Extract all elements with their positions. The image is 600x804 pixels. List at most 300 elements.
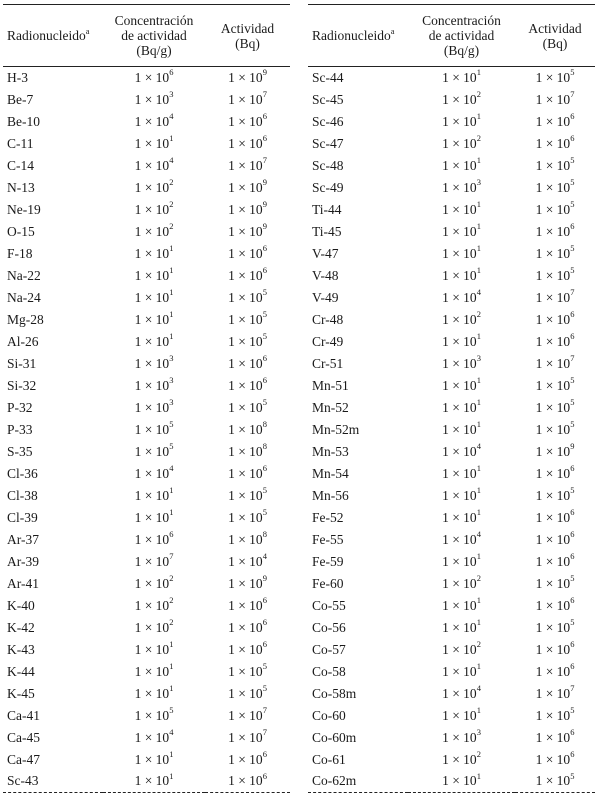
table-row (3, 309, 290, 331)
table-row (3, 221, 290, 243)
concentration-cell (408, 419, 515, 441)
nuclide-cell: Ti-44 (312, 201, 342, 217)
header-concentration (408, 5, 515, 67)
activity-exponent: 6 (570, 331, 575, 341)
table-header (308, 5, 595, 67)
activity-cell (515, 133, 595, 155)
table-row (3, 89, 290, 111)
concentration-cell (103, 771, 205, 793)
activity-mantissa: 1 × 10 (535, 311, 571, 327)
activity-exponent: 5 (570, 770, 575, 781)
nuclide-cell: K-42 (7, 619, 35, 635)
concentration-mantissa: 1 × 10 (134, 245, 170, 261)
table-row (3, 595, 290, 617)
activity-mantissa: 1 × 10 (535, 399, 571, 415)
table-row (308, 375, 595, 397)
nuclide-cell: Ca-47 (7, 751, 40, 767)
table-row (308, 67, 595, 89)
activity-mantissa: 1 × 10 (228, 729, 263, 745)
concentration-cell (103, 89, 205, 111)
header-concentration-line3: (Bq/g) (136, 43, 172, 58)
activity-exponent: 6 (570, 749, 575, 759)
activity-cell (515, 771, 595, 793)
concentration-cell (408, 199, 515, 221)
activity-cell (205, 441, 290, 463)
concentration-cell (408, 67, 515, 89)
concentration-exponent: 1 (476, 485, 481, 495)
activity-cell (205, 551, 290, 573)
concentration-mantissa: 1 × 10 (442, 685, 477, 701)
concentration-mantissa: 1 × 10 (134, 531, 170, 547)
concentration-exponent: 4 (169, 727, 174, 737)
activity-mantissa: 1 × 10 (228, 311, 263, 327)
concentration-mantissa: 1 × 10 (134, 707, 170, 723)
table-row (308, 771, 595, 793)
concentration-exponent: 1 (476, 67, 481, 78)
activity-cell (205, 661, 290, 683)
activity-mantissa: 1 × 10 (228, 663, 263, 679)
table-row (308, 155, 595, 177)
header-nuclide-text: Radionucleido (312, 28, 391, 43)
concentration-mantissa: 1 × 10 (134, 355, 170, 371)
concentration-cell (408, 309, 515, 331)
activity-cell (205, 177, 290, 199)
concentration-cell (103, 155, 205, 177)
table-row (308, 705, 595, 727)
table-row (308, 595, 595, 617)
concentration-exponent: 1 (169, 133, 174, 143)
table-row (3, 419, 290, 441)
activity-exponent: 7 (570, 683, 575, 693)
activity-exponent: 5 (262, 309, 267, 319)
activity-exponent: 5 (262, 331, 267, 341)
concentration-mantissa: 1 × 10 (442, 509, 477, 525)
activity-mantissa: 1 × 10 (228, 223, 263, 239)
activity-cell (515, 507, 595, 529)
table-row (3, 551, 290, 573)
concentration-mantissa: 1 × 10 (442, 289, 477, 305)
activity-cell (515, 67, 595, 89)
activity-cell (515, 221, 595, 243)
concentration-exponent: 1 (169, 770, 174, 781)
concentration-cell (408, 287, 515, 309)
concentration-exponent: 1 (476, 770, 481, 781)
nuclide-cell: Co-62m (308, 771, 408, 793)
header-concentration-line1: Concentración (422, 13, 501, 28)
activity-mantissa: 1 × 10 (535, 421, 571, 437)
activity-mantissa: 1 × 10 (228, 421, 263, 437)
concentration-cell (103, 177, 205, 199)
activity-mantissa: 1 × 10 (535, 201, 571, 217)
activity-cell (205, 507, 290, 529)
header-nuclide-text: Radionucleido (7, 28, 86, 43)
concentration-cell (408, 507, 515, 529)
concentration-cell (103, 529, 205, 551)
activity-mantissa: 1 × 10 (228, 267, 263, 283)
activity-cell (205, 309, 290, 331)
concentration-mantissa: 1 × 10 (442, 597, 477, 613)
concentration-exponent: 1 (476, 155, 481, 165)
table-row (308, 111, 595, 133)
concentration-exponent: 1 (169, 639, 174, 649)
concentration-exponent: 4 (169, 463, 174, 473)
nuclide-cell: Mn-52 (312, 399, 349, 415)
concentration-mantissa: 1 × 10 (442, 465, 477, 481)
activity-mantissa: 1 × 10 (228, 619, 263, 635)
table-row (308, 617, 595, 639)
concentration-cell (408, 551, 515, 573)
nuclide-cell: Mn-52m (312, 421, 360, 437)
concentration-cell (103, 331, 205, 353)
concentration-mantissa: 1 × 10 (442, 245, 477, 261)
table-row (308, 309, 595, 331)
activity-exponent: 6 (262, 133, 267, 143)
activity-mantissa: 1 × 10 (228, 289, 263, 305)
activity-cell (205, 485, 290, 507)
activity-cell (515, 617, 595, 639)
activity-mantissa: 1 × 10 (535, 707, 571, 723)
activity-cell (515, 683, 595, 705)
concentration-mantissa: 1 × 10 (134, 487, 170, 503)
nuclide-cell: N-13 (7, 179, 35, 195)
table-row (308, 551, 595, 573)
concentration-cell (103, 309, 205, 331)
header-concentration-line2: de actividad (121, 28, 187, 43)
concentration-cell (408, 221, 515, 243)
concentration-cell (408, 375, 515, 397)
nuclide-cell: Fe-52 (312, 509, 344, 525)
activity-cell (205, 67, 290, 89)
concentration-exponent: 2 (169, 595, 174, 605)
activity-exponent: 9 (262, 199, 267, 209)
activity-cell (205, 639, 290, 661)
concentration-cell (103, 727, 205, 749)
nuclide-cell: Mn-51 (312, 377, 349, 393)
nuclide-cell: Co-60 (312, 707, 346, 723)
concentration-cell (408, 243, 515, 265)
activity-cell (515, 727, 595, 749)
concentration-cell (103, 375, 205, 397)
activity-cell (205, 199, 290, 221)
activity-mantissa: 1 × 10 (228, 487, 263, 503)
nuclide-cell: Be-10 (7, 113, 40, 129)
table-row (3, 639, 290, 661)
table-row (3, 111, 290, 133)
radionuclide-table-right (308, 4, 595, 793)
table-row (308, 265, 595, 287)
activity-exponent: 6 (262, 749, 267, 759)
concentration-mantissa: 1 × 10 (134, 553, 170, 569)
nuclide-cell: Al-26 (7, 333, 39, 349)
concentration-exponent: 2 (169, 199, 174, 209)
activity-exponent: 9 (570, 441, 575, 451)
concentration-mantissa: 1 × 10 (442, 201, 477, 217)
concentration-exponent: 1 (169, 661, 174, 671)
activity-cell (205, 243, 290, 265)
activity-mantissa: 1 × 10 (228, 685, 263, 701)
nuclide-cell: Co-58 (312, 663, 346, 679)
activity-mantissa: 1 × 10 (535, 289, 571, 305)
activity-exponent: 5 (570, 617, 575, 627)
concentration-exponent: 1 (169, 243, 174, 253)
concentration-exponent: 1 (476, 661, 481, 671)
concentration-cell (103, 639, 205, 661)
activity-exponent: 5 (262, 683, 267, 693)
concentration-cell (408, 353, 515, 375)
nuclide-cell: Co-55 (312, 597, 346, 613)
concentration-exponent: 4 (169, 155, 174, 165)
activity-mantissa: 1 × 10 (228, 575, 263, 591)
activity-mantissa: 1 × 10 (535, 135, 571, 151)
concentration-mantissa: 1 × 10 (134, 113, 170, 129)
concentration-cell (103, 243, 205, 265)
activity-exponent: 5 (570, 485, 575, 495)
concentration-mantissa: 1 × 10 (442, 113, 477, 129)
table-row (308, 199, 595, 221)
nuclide-cell: Sc-47 (312, 135, 344, 151)
activity-cell (205, 265, 290, 287)
table-row (308, 221, 595, 243)
nuclide-cell: Cr-48 (312, 311, 344, 327)
concentration-exponent: 6 (169, 529, 174, 539)
nuclide-cell: Sc-48 (312, 157, 344, 173)
concentration-mantissa: 1 × 10 (442, 751, 477, 767)
activity-mantissa: 1 × 10 (228, 355, 263, 371)
table-row (308, 529, 595, 551)
concentration-cell (103, 67, 205, 89)
activity-exponent: 5 (570, 265, 575, 275)
header-activity (205, 5, 290, 67)
table-row (308, 441, 595, 463)
activity-cell (205, 771, 290, 793)
concentration-mantissa: 1 × 10 (134, 575, 170, 591)
activity-mantissa: 1 × 10 (228, 245, 263, 261)
concentration-mantissa: 1 × 10 (442, 443, 477, 459)
activity-exponent: 7 (570, 89, 575, 99)
concentration-exponent: 1 (476, 199, 481, 209)
concentration-cell (408, 749, 515, 771)
activity-mantissa: 1 × 10 (228, 69, 263, 85)
activity-exponent: 9 (262, 67, 267, 78)
concentration-mantissa: 1 × 10 (442, 355, 477, 371)
nuclide-cell: V-48 (312, 267, 339, 283)
activity-cell (515, 595, 595, 617)
activity-cell (205, 397, 290, 419)
nuclide-cell: Cr-49 (312, 333, 344, 349)
nuclide-cell: Co-61 (312, 751, 346, 767)
nuclide-cell: Si-32 (7, 377, 37, 393)
table-header (3, 5, 290, 67)
activity-mantissa: 1 × 10 (228, 113, 263, 129)
concentration-exponent: 5 (169, 419, 174, 429)
activity-exponent: 5 (262, 507, 267, 517)
activity-mantissa: 1 × 10 (535, 509, 571, 525)
activity-cell (205, 287, 290, 309)
concentration-cell (408, 485, 515, 507)
table-row (308, 287, 595, 309)
concentration-exponent: 3 (169, 89, 174, 99)
concentration-mantissa: 1 × 10 (134, 223, 170, 239)
concentration-exponent: 1 (476, 243, 481, 253)
nuclide-cell: Fe-60 (312, 575, 344, 591)
activity-cell (205, 375, 290, 397)
activity-exponent: 4 (262, 551, 267, 561)
table-row (308, 463, 595, 485)
concentration-mantissa: 1 × 10 (134, 157, 170, 173)
table-row (3, 243, 290, 265)
activity-exponent: 9 (262, 221, 267, 231)
concentration-mantissa: 1 × 10 (442, 399, 477, 415)
concentration-mantissa: 1 × 10 (134, 729, 170, 745)
nuclide-cell: Co-60m (312, 729, 357, 745)
nuclide-cell: Ar-39 (7, 553, 39, 569)
nuclide-cell: H-3 (7, 69, 28, 85)
concentration-mantissa: 1 × 10 (442, 179, 477, 195)
activity-mantissa: 1 × 10 (535, 685, 571, 701)
activity-mantissa: 1 × 10 (535, 751, 571, 767)
concentration-mantissa: 1 × 10 (134, 685, 170, 701)
activity-cell (205, 331, 290, 353)
concentration-cell (103, 617, 205, 639)
concentration-cell (408, 441, 515, 463)
header-concentration-line3: (Bq/g) (443, 43, 480, 58)
activity-cell (515, 529, 595, 551)
activity-exponent: 6 (262, 770, 267, 781)
concentration-mantissa: 1 × 10 (442, 663, 477, 679)
concentration-exponent: 2 (476, 133, 481, 143)
activity-cell (515, 661, 595, 683)
concentration-mantissa: 1 × 10 (442, 421, 477, 437)
activity-cell (515, 485, 595, 507)
activity-mantissa: 1 × 10 (535, 245, 571, 261)
concentration-mantissa: 1 × 10 (442, 619, 477, 635)
activity-exponent: 5 (570, 67, 575, 78)
activity-cell (515, 573, 595, 595)
nuclide-cell: Cr-51 (312, 355, 344, 371)
table-row (308, 485, 595, 507)
table-body (3, 67, 290, 793)
activity-mantissa: 1 × 10 (228, 91, 263, 107)
table-row (308, 683, 595, 705)
concentration-mantissa: 1 × 10 (442, 135, 477, 151)
concentration-mantissa: 1 × 10 (134, 421, 170, 437)
table-row (3, 353, 290, 375)
activity-exponent: 6 (570, 111, 575, 121)
activity-cell (205, 573, 290, 595)
activity-exponent: 5 (570, 375, 575, 385)
nuclide-cell: Si-31 (7, 355, 37, 371)
concentration-exponent: 2 (476, 573, 481, 583)
concentration-cell (408, 771, 515, 793)
activity-cell (515, 199, 595, 221)
activity-cell (205, 463, 290, 485)
concentration-mantissa: 1 × 10 (134, 135, 170, 151)
activity-exponent: 6 (262, 111, 267, 121)
nuclide-cell: K-45 (7, 685, 35, 701)
nuclide-cell: Ca-45 (7, 729, 40, 745)
table-row (3, 529, 290, 551)
activity-exponent: 7 (262, 727, 267, 737)
activity-mantissa: 1 × 10 (228, 773, 263, 789)
concentration-exponent: 5 (169, 441, 174, 451)
activity-exponent: 6 (570, 309, 575, 319)
concentration-mantissa: 1 × 10 (134, 179, 170, 195)
concentration-cell (103, 661, 205, 683)
activity-cell (515, 705, 595, 727)
concentration-cell (103, 463, 205, 485)
activity-exponent: 5 (570, 419, 575, 429)
concentration-exponent: 4 (476, 683, 481, 693)
nuclide-cell: Fe-59 (312, 553, 344, 569)
concentration-exponent: 1 (169, 265, 174, 275)
table-row (3, 199, 290, 221)
concentration-mantissa: 1 × 10 (134, 751, 170, 767)
activity-cell (205, 89, 290, 111)
nuclide-cell: Co-58m (312, 685, 357, 701)
activity-mantissa: 1 × 10 (535, 531, 571, 547)
activity-cell (205, 595, 290, 617)
activity-exponent: 6 (262, 463, 267, 473)
activity-exponent: 6 (262, 375, 267, 385)
concentration-exponent: 3 (476, 177, 481, 187)
concentration-cell (408, 573, 515, 595)
activity-exponent: 5 (570, 397, 575, 407)
nuclide-cell: S-35 (7, 443, 33, 459)
activity-cell (515, 331, 595, 353)
concentration-mantissa: 1 × 10 (134, 465, 170, 481)
concentration-cell (408, 111, 515, 133)
concentration-cell (103, 749, 205, 771)
activity-mantissa: 1 × 10 (535, 619, 571, 635)
concentration-mantissa: 1 × 10 (442, 575, 477, 591)
concentration-mantissa: 1 × 10 (442, 157, 477, 173)
nuclide-cell: Co-56 (312, 619, 346, 635)
table-row (3, 727, 290, 749)
concentration-exponent: 1 (476, 221, 481, 231)
activity-cell (205, 221, 290, 243)
concentration-cell (408, 397, 515, 419)
concentration-cell (103, 265, 205, 287)
activity-exponent: 5 (570, 243, 575, 253)
concentration-cell (408, 639, 515, 661)
table-row (308, 89, 595, 111)
concentration-mantissa: 1 × 10 (442, 553, 477, 569)
activity-mantissa: 1 × 10 (228, 157, 263, 173)
activity-mantissa: 1 × 10 (535, 113, 571, 129)
concentration-exponent: 3 (169, 397, 174, 407)
concentration-exponent: 6 (169, 67, 174, 78)
activity-cell (205, 529, 290, 551)
concentration-exponent: 7 (169, 551, 174, 561)
header-concentration (103, 5, 205, 67)
concentration-mantissa: 1 × 10 (442, 487, 477, 503)
table-row (308, 639, 595, 661)
nuclide-cell: Sc-46 (312, 113, 344, 129)
activity-cell (515, 243, 595, 265)
table-row (3, 573, 290, 595)
concentration-exponent: 2 (476, 749, 481, 759)
nuclide-cell: C-14 (7, 157, 34, 173)
table-row (3, 683, 290, 705)
concentration-exponent: 1 (476, 265, 481, 275)
activity-mantissa: 1 × 10 (535, 69, 571, 85)
activity-mantissa: 1 × 10 (228, 333, 263, 349)
table-row (3, 177, 290, 199)
concentration-cell (103, 705, 205, 727)
activity-exponent: 5 (570, 705, 575, 715)
concentration-cell (103, 573, 205, 595)
activity-cell (205, 111, 290, 133)
